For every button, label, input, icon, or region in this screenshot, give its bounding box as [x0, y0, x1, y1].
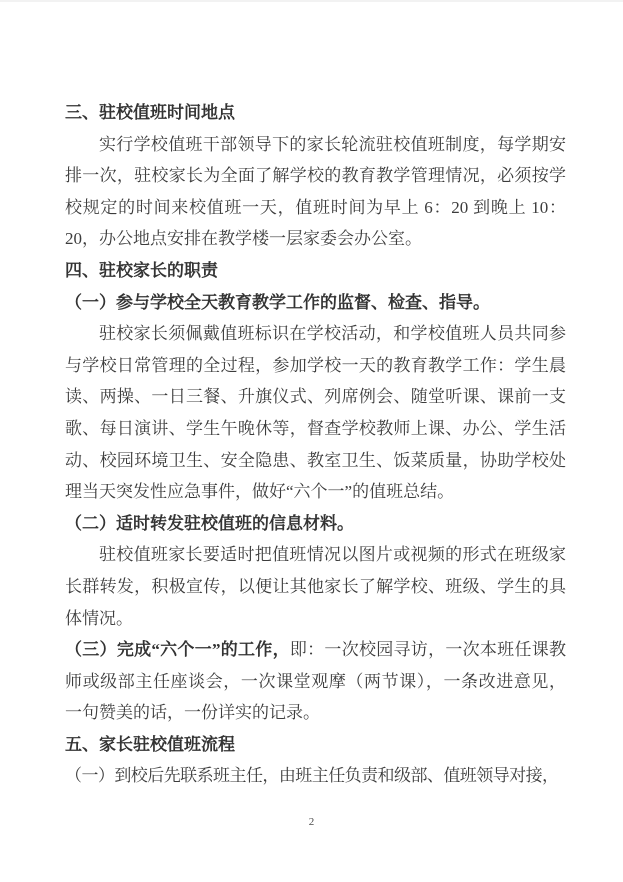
bold-text-run: 四、驻校家长的职责 — [65, 260, 218, 280]
text-run: 实行学校值班干部领导下的家长轮流驻校值班制度，每学期安排一次，驻校家长为全面了解学校的教育教学管理情况，必须按学校规定的时间来校值班一天，值班时间为早上 6：20 到晚上 10：20，办公地点安排在教学楼一层家委会办公室。 — [65, 134, 566, 249]
bold-text-run: （三）完成“六个一”的工作， — [65, 640, 290, 660]
paragraph — [65, 129, 566, 255]
text-run: 驻校家长须佩戴值班标识在学校活动，和学校值班人员共同参与学校日常管理的全过程，参加学校一天的教育教学工作：学生晨读、两操、一日三餐、升旗仪式、列席例会、随堂听课、课前一支歌、每日演讲、学生午晚休等，督查学校教师上课、办公、学生活动、校园环境卫生、安全隐患、教室卫生、饭菜质量，协助学校处理当天突发性应急事件，做好“六个一”的值班总结。 — [65, 324, 566, 502]
sub-section-heading — [65, 287, 566, 319]
bold-text-run: （一）参与学校全天教育教学工作的监督、检查、指导。 — [65, 292, 490, 312]
text-run: （一）到校后先联系班主任，由班主任负责和级部、值班领导对接， — [65, 766, 559, 786]
section-heading — [65, 255, 566, 287]
bold-text-run: 五、家长驻校值班流程 — [65, 734, 235, 754]
paragraph — [65, 318, 566, 508]
paragraph — [65, 539, 566, 634]
bold-text-run: 三、驻校值班时间地点 — [65, 103, 235, 122]
paragraph — [65, 760, 566, 792]
page-number: 2 — [308, 816, 315, 828]
scan-edge-artifact — [0, 0, 623, 2]
sub-section-heading — [65, 508, 566, 540]
document-body — [65, 97, 566, 792]
text-run: 驻校值班家长要适时把值班情况以图片或视频的形式在班级家长群转发，积极宣传，以便让其他家长了解学校、班级、学生的具体情况。 — [65, 545, 566, 628]
section-heading — [65, 729, 566, 761]
section-heading — [65, 97, 566, 129]
bold-text-run: （二）适时转发驻校值班的信息材料。 — [65, 513, 354, 533]
text-run: 即：一次校园寻访，一次本班任课教师或级部主任座谈会，一次课堂观摩（两节课），一条改进意见，一句赞美的话，一份详实的记录。 — [65, 640, 567, 723]
paragraph — [65, 634, 566, 729]
